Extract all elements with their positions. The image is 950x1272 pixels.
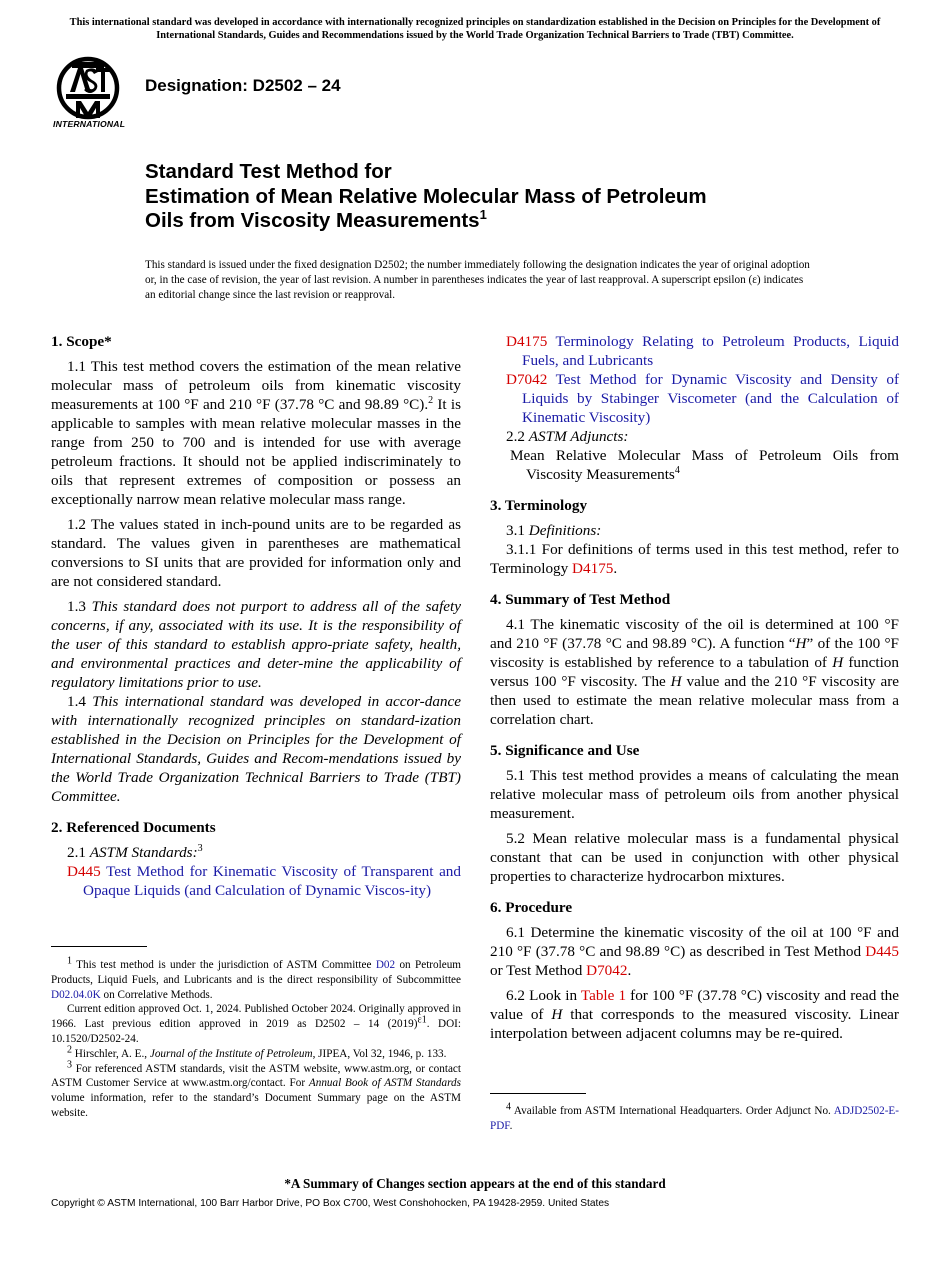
title-line-1: Standard Test Method for [145, 160, 392, 183]
title-line-3 [145, 209, 825, 234]
ref-title-d445[interactable]: Test Method for Kinematic Viscosity of Transparent and Opaque Liquids (and Calculation of Dynamic Viscos-ity) [83, 863, 461, 899]
left-column [51, 332, 461, 900]
ref-item-d4175[interactable] [506, 332, 899, 370]
procedure-6-2-h: H [551, 1006, 563, 1023]
definitions-num: 3.1 [506, 522, 529, 539]
committee-d02-link[interactable]: D02 [375, 959, 396, 971]
summary-h-1: H [795, 635, 807, 652]
footnote-3-b: volume information, refer to the standard’s Document Summary page on the ASTM website. [51, 1092, 461, 1119]
right-column [490, 332, 899, 1049]
footnote-1-edition [51, 1002, 461, 1046]
summary-text-c: function versus 100 °F viscosity. The [490, 654, 899, 690]
subcommittee-link[interactable]: D02.04.0K [51, 988, 101, 1001]
ref-item-d445[interactable] [67, 862, 461, 900]
footnote-4-a: Available from ASTM International Headquarters. Order Adjunct No. [511, 1105, 834, 1117]
title-footnote-ref[interactable]: 1 [479, 207, 487, 223]
footnote-ref-2[interactable]: 2 [428, 394, 434, 406]
procedure-6-2-c: that corresponds to the measured viscosity. Linear interpolation between adjacent columns may be re-quired. [490, 1006, 899, 1042]
astm-adjuncts-num: 2.2 [506, 428, 529, 445]
footnote-2-a: Hirschler, A. E., [72, 1047, 150, 1060]
footnote-divider-right [490, 1093, 586, 1094]
astm-adjuncts-text: ASTM Adjuncts: [528, 428, 629, 445]
top-note: This international standard was developed in accordance with internationally recognized principles on standardization established in the Decision on Principles for the Development of International Standards, Guides and Recommendations issued by the World Trade Organization Technical Barriers to Trade (TBT) Committee. [69, 17, 881, 41]
ref-code-d4175[interactable]: D4175 [506, 333, 548, 350]
designation: Designation: D2502 – 24 [145, 76, 341, 95]
footnotes-left [51, 955, 461, 1121]
edition-text-b: . DOI: 10.1520/D2502-24. [51, 1018, 461, 1045]
summary-para-4-1 [490, 615, 899, 729]
footnote-2-journal: Journal of the Institute of Petroleum [149, 1047, 313, 1060]
scope-heading: 1. Scope* [51, 333, 112, 350]
adjunct-pdf-link[interactable]: ADJD2502-E-PDF [490, 1105, 899, 1132]
terminology-period: . [613, 560, 618, 577]
procedure-6-1-c: . [627, 962, 632, 979]
summary-text-b: ” of the 100 °F viscosity is established by reference to a tabulation of [490, 635, 899, 671]
footnote-1-a: This test method is under the jurisdiction of ASTM Committee [72, 959, 376, 971]
referenced-heading: 2. Referenced Documents [51, 819, 216, 836]
astm-adjuncts-label [490, 427, 899, 446]
scope-para-1-4-num: 1.4 [67, 693, 93, 710]
adjunct-item [510, 446, 899, 484]
procedure-para-6-2 [490, 986, 899, 1043]
astm-logo [50, 56, 136, 132]
ref-title-d4175[interactable]: Terminology Relating to Petroleum Products, Liquid Fuels, and Lubricants [522, 333, 899, 369]
issue-note: This standard is issued under the fixed designation D2502; the number immediately following the designation indicates the year of original adoption or, in the case of revision, the year of last revision. A number in parentheses indicates the year of last reapproval. A superscript epsilon (ε) indicates an editorial change since the last revision or reapproval. [145, 259, 810, 301]
footnote-2-num: 2 [67, 1044, 72, 1056]
footnote-ref-3[interactable]: 3 [197, 842, 203, 854]
terminology-heading: 3. Terminology [490, 497, 588, 514]
terminology-text: 3.1.1 For definitions of terms used in this test method, refer to Terminology [490, 541, 899, 577]
scope-para-1-1 [51, 357, 461, 509]
title-line-2: Estimation of Mean Relative Molecular Mass of Petroleum [145, 184, 707, 208]
footnote-divider-left [51, 946, 147, 947]
copyright: Copyright © ASTM International, 100 Barr Harbor Drive, PO Box C700, West Conshohocken, PA 19428-2959. United States [51, 1198, 610, 1209]
scope-para-1-3-text: This standard does not purport to address all of the safety concerns, if any, associated with its use. It is the responsibility of the user of this standard to establish appro-priate safety, health, and environmental practices and deter-mine the applicability of regulatory limitations prior to use. [51, 598, 462, 691]
footnote-3 [51, 1058, 461, 1121]
ref-item-d7042[interactable] [506, 370, 899, 427]
footnote-1 [51, 955, 461, 1002]
footnote-4 [490, 1101, 899, 1134]
procedure-6-2-b: for 100 °F (37.78 °C) viscosity and read the value of [490, 987, 899, 1023]
scope-para-1-3-num: 1.3 [67, 598, 92, 615]
scope-para-1-4 [51, 692, 461, 806]
footnote-3-num: 3 [67, 1058, 72, 1070]
procedure-6-1-b: or Test Method [490, 962, 587, 979]
edition-text-a: Current edition approved Oct. 1, 2024. Published October 2024. Originally approved in 1966. Last previous edition approved in 2019 as D2502 – 14 (2019) [51, 1003, 461, 1031]
footnote-2 [51, 1044, 461, 1062]
scope-para-1-1-b: It is applicable to samples with mean relative molecular masses in the range from 250 to 700 and is intended for use with average petroleum fractions. It should not be applied indiscriminately to oils that represent extremes of composition or possess an exceptionally narrow mean relative molecular mass range. [51, 396, 461, 508]
procedure-6-1-a: 6.1 Determine the kinematic viscosity of the oil at 100 °F and 210 °F (37.78 °C and 98.89 °C) as described in Test Method [490, 924, 899, 960]
epsilon-sup: ε1 [417, 1014, 427, 1026]
footnote-1-b: on Petroleum Products, Liquid Fuels, and Lubricants and is the direct responsibility of Subcommittee [51, 959, 461, 986]
astm-standards-num: 2.1 [67, 844, 90, 861]
scope-para-1-4-text: This international standard was developed in accor-dance with internationally recognized principles on standard-ization established in the Decision on Principles for the Development of International Standards, Guides and Recom-mendations issued by the World Trade Organization Technical Barriers to Trade (TBT) Committee. [51, 693, 462, 805]
summary-text-d: value and the 210 °F viscosity are then used to estimate the mean relative molecular mass from a correlation chart. [490, 673, 899, 728]
footnote-1-num: 1 [67, 955, 72, 967]
footnote-3-a: For referenced ASTM standards, visit the ASTM website, www.astm.org, or contact ASTM Customer Service at www.astm.org/contact. For [51, 1062, 461, 1090]
significance-para-5-2: 5.2 Mean relative molecular mass is a fundamental physical constant that can be used in conjunction with other physical properties to characterize hydrocarbon mixtures. [490, 830, 899, 885]
footnote-2-b: , JIPEA, Vol 32, 1946, p. 133. [312, 1047, 447, 1060]
procedure-d7042-link[interactable]: D7042 [586, 962, 628, 979]
summary-text-a: 4.1 The kinematic viscosity of the oil is determined at 100 °F and 210 °F (37.78 °C and 98.89 °C). A function “ [490, 616, 899, 652]
scope-para-1-2: 1.2 The values stated in inch-pound units are to be regarded as standard. The values given in parentheses are mathematical conversions to SI units that are provided for information only and are not considered standard. [51, 516, 461, 590]
procedure-para-6-1 [490, 923, 899, 980]
terminology-d4175-link[interactable]: D4175 [572, 560, 614, 577]
page-title [145, 160, 825, 234]
footnote-4-b: . [509, 1119, 513, 1132]
title-line-3-text: Oils from Viscosity Measurements [145, 209, 480, 232]
summary-of-changes-note: *A Summary of Changes section appears at the end of this standard [284, 1176, 666, 1191]
procedure-heading: 6. Procedure [490, 899, 573, 916]
footnote-3-book: Annual Book of ASTM Standards [308, 1077, 461, 1090]
ref-title-d7042[interactable]: Test Method for Dynamic Viscosity and Density of Liquids by Stabinger Viscometer (and the Calculation of Kinematic Viscosity) [522, 371, 899, 426]
definitions-label [490, 521, 899, 540]
footnote-ref-4[interactable]: 4 [674, 464, 680, 476]
significance-heading: 5. Significance and Use [490, 742, 640, 759]
ref-code-d445[interactable]: D445 [67, 863, 101, 880]
significance-para-5-1: 5.1 This test method provides a means of calculating the mean relative molecular mass of petroleum oils from another physical measurement. [490, 767, 899, 822]
procedure-d445-link[interactable]: D445 [865, 943, 899, 960]
summary-heading: 4. Summary of Test Method [490, 591, 671, 608]
footnote-4-num: 4 [506, 1101, 511, 1113]
procedure-6-2-a: 6.2 Look in [506, 987, 581, 1004]
astm-standards-label [51, 843, 461, 862]
scope-para-1-3 [51, 597, 461, 692]
terminology-para-3-1-1 [490, 540, 899, 578]
ref-code-d7042[interactable]: D7042 [506, 371, 548, 388]
astm-standards-text: ASTM Standards: [89, 844, 198, 861]
scope-para-1-1-a: 1.1 This test method covers the estimation of the mean relative molecular mass of petroleum oils from kinematic viscosity measurements at 100 °F and 210 °F (37.78 °C and 98.89 °C). [51, 358, 461, 413]
footnotes-right [490, 1101, 899, 1134]
table-1-link[interactable]: Table 1 [580, 987, 627, 1004]
footnote-1-c: on Correlative Methods. [100, 988, 213, 1001]
summary-h-2: H [832, 654, 844, 671]
logo-text: INTERNATIONAL [53, 119, 126, 129]
summary-h-3: H [670, 673, 682, 690]
definitions-text: Definitions: [528, 522, 602, 539]
adjunct-title: Mean Relative Molecular Mass of Petroleum Oils from Viscosity Measurements [510, 447, 899, 483]
